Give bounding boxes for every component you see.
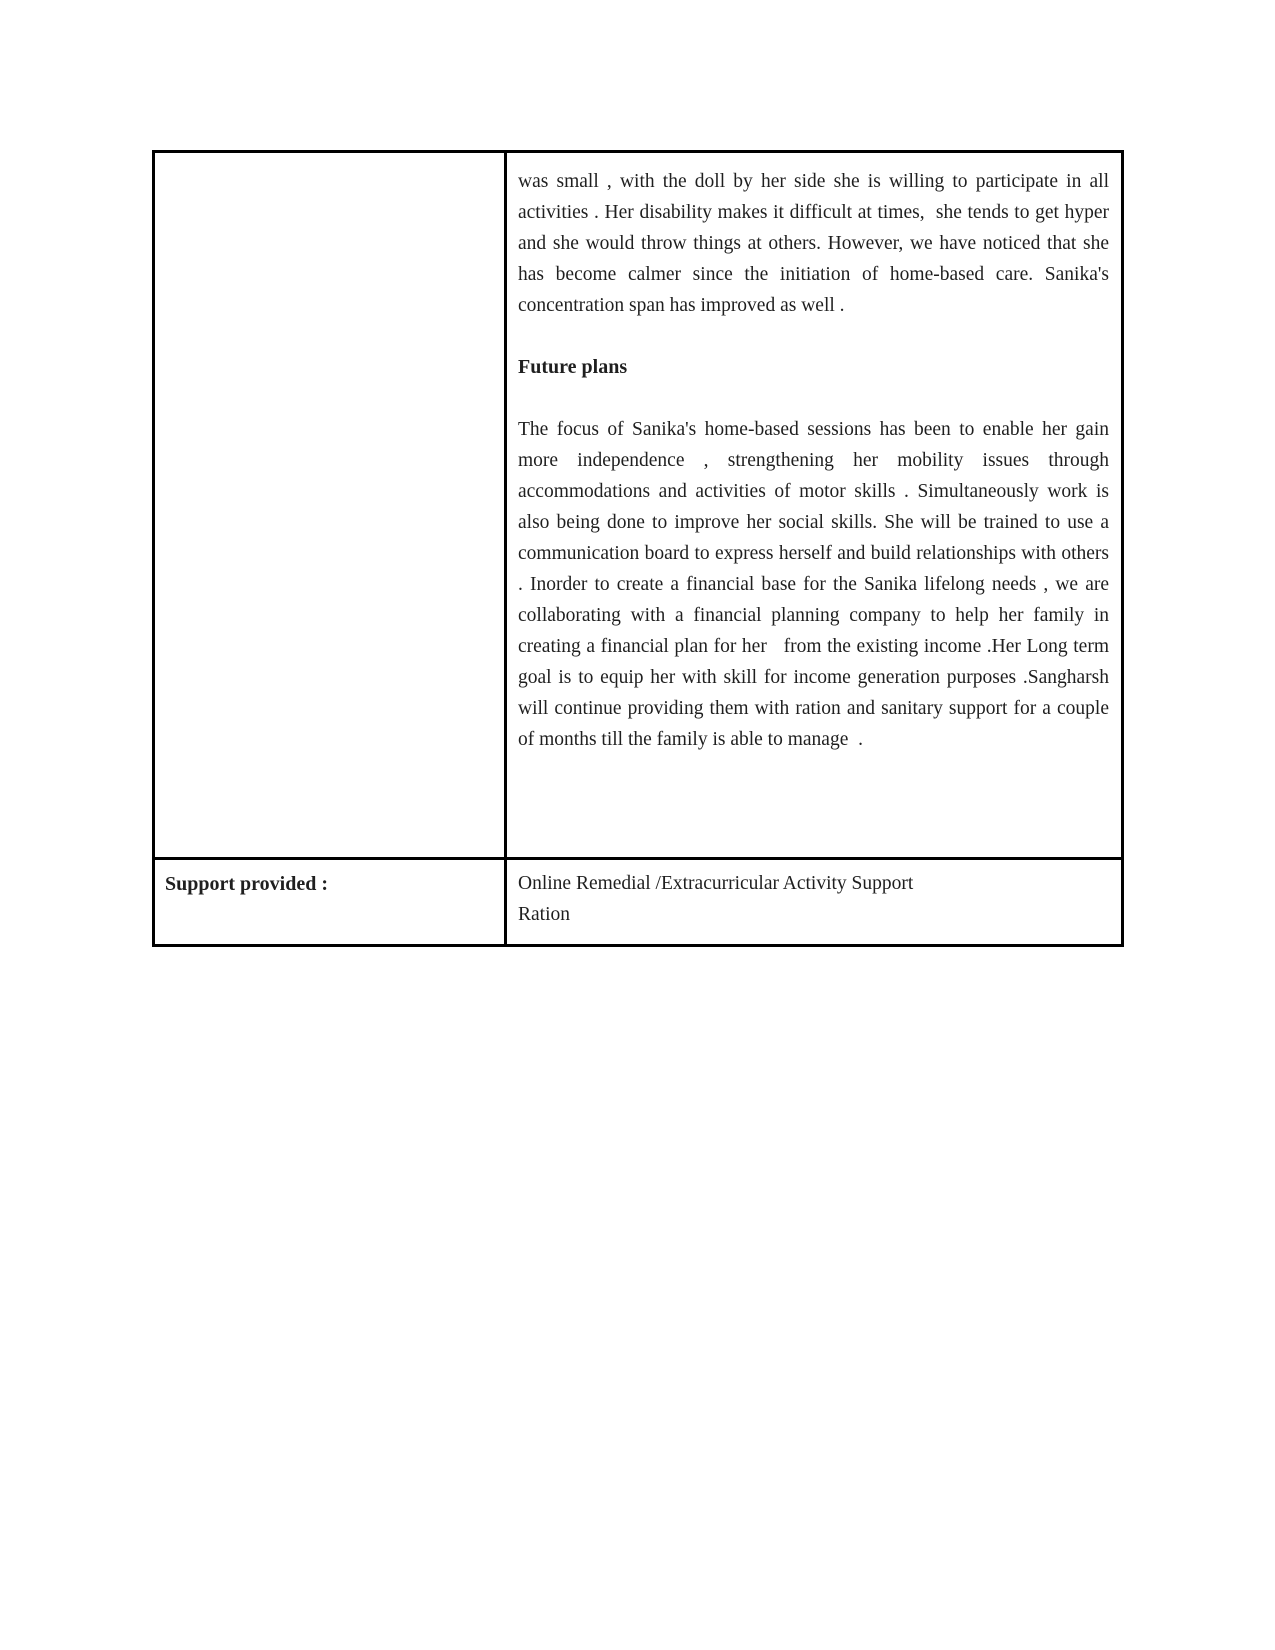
support-item-online-remedial: Online Remedial /Extracurricular Activity Support xyxy=(518,873,914,894)
support-provided-label-cell xyxy=(155,860,507,944)
support-provided-values-cell xyxy=(507,860,1121,944)
future-plans-heading: Future plans xyxy=(518,356,628,378)
support-item-ration: Ration xyxy=(518,904,570,925)
case-report-table xyxy=(152,150,1124,947)
progress-and-plans-cell xyxy=(507,153,1121,860)
progress-continuation-paragraph: was small , with the doll by her side she is willing to participate in all activities . Her disability makes it difficult at times, she tends to get hyper and she would throw things at others. However, we have noticed that she has become calmer since the initiation of home-based care. Sanika's concentration span has improved as well . xyxy=(518,171,1114,316)
future-plans-paragraph: The focus of Sanika's home-based sessions has been to enable her gain more independence , strengthening her mobility issues through accommodations and activities of motor skills . Simultaneously work is also being done to improve her social skills. She will be trained to use a communication board to express herself and build relationships with others . Inorder to create a financial base for the Sanika lifelong needs , we are collaborating with a financial planning company to help her family in creating a financial plan for her from the existing income .Her Long term goal is to equip her with skill for income generation purposes .Sangharsh will continue providing them with ration and sanitary support for a couple of months till the family is able to manage . xyxy=(518,419,1114,750)
empty-left-cell xyxy=(155,153,507,860)
support-provided-label: Support provided : xyxy=(165,873,329,895)
